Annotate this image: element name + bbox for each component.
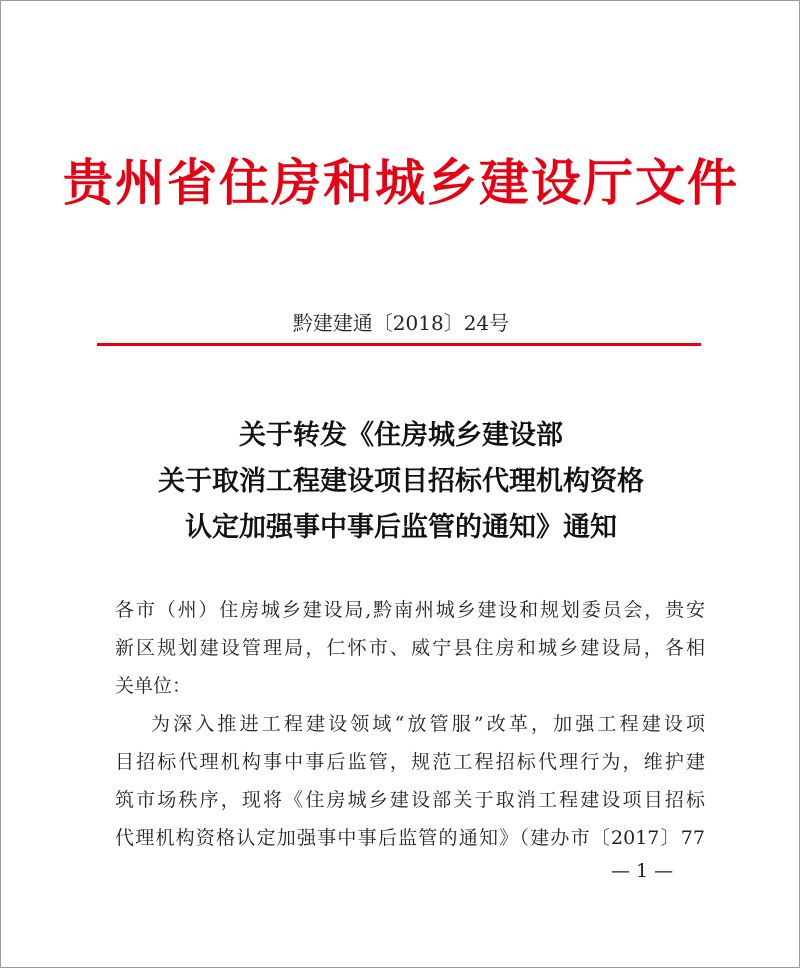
document-number: 黔建建通〔2018〕24号 xyxy=(292,311,510,335)
document-header-title: 贵州省住房和城乡建设厅文件 xyxy=(63,153,739,212)
body-text-line: 代理机构资格认定加强事中事后监管的通知》（建办市〔2017〕77 xyxy=(115,827,705,849)
notice-title-line-2: 关于取消工程建设项目招标代理机构资格 xyxy=(158,466,644,497)
body-text-line: 筑市场秩序，现将《住房城乡建设部关于取消工程建设项目招标 xyxy=(115,789,705,811)
body-text-line: 新区规划建设管理局，仁怀市、威宁县住房和城乡建设局，各相 xyxy=(115,637,705,659)
page-number: — 1 — xyxy=(611,860,674,882)
body-text-line: 为深入推进工程建设领域“放管服”改革，加强工程建设项 xyxy=(151,713,705,735)
red-separator-line xyxy=(97,343,701,346)
notice-title-line-3: 认定加强事中事后监管的通知》通知 xyxy=(185,512,617,543)
body-text-line: 关单位： xyxy=(115,675,192,697)
body-text-line: 目招标代理机构事中事后监管，规范工程招标代理行为，维护建 xyxy=(115,751,705,773)
notice-title-line-1: 关于转发《住房城乡建设部 xyxy=(239,420,563,451)
body-text-line: 各市（州）住房城乡建设局,黔南州城乡建设和规划委员会，贵安 xyxy=(115,599,705,621)
